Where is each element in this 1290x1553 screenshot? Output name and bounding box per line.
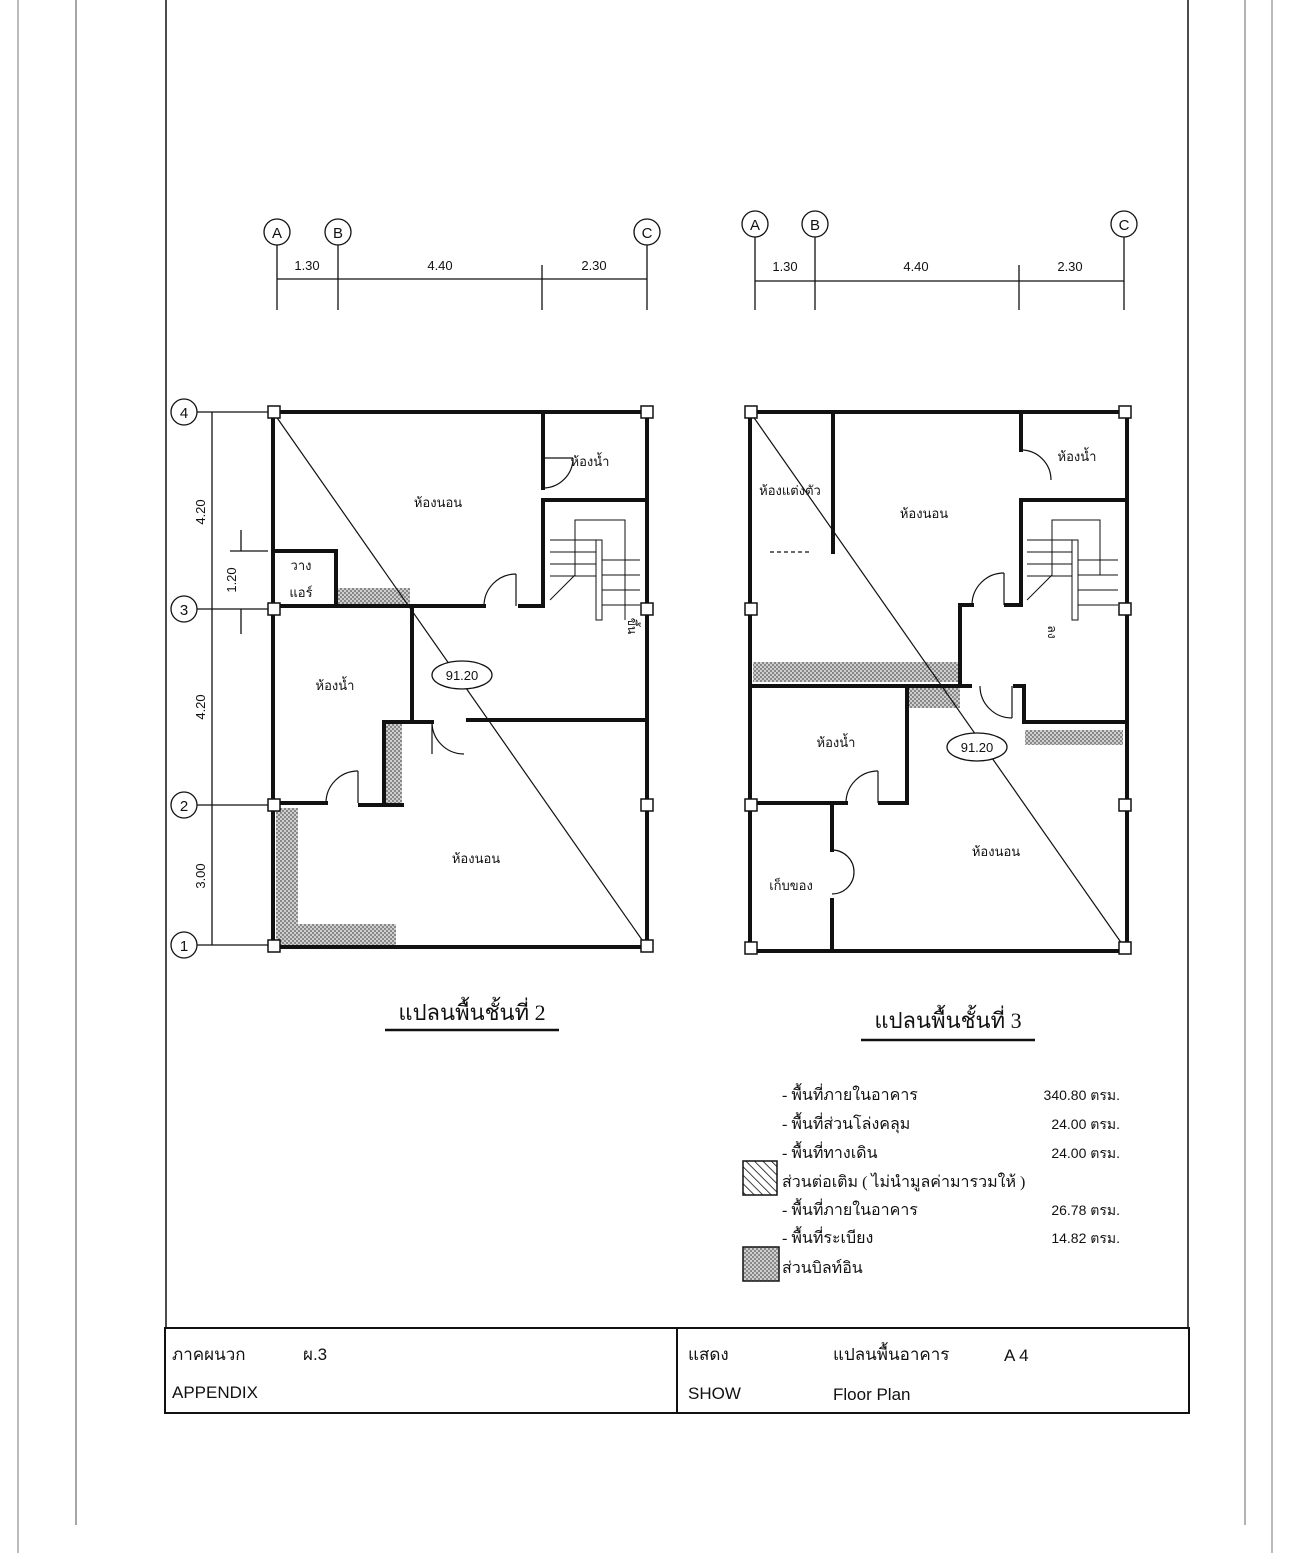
title-block	[165, 1328, 1189, 1413]
builtin-hatch	[276, 924, 396, 945]
grid-label-4: 4	[179, 405, 189, 422]
room-label-ac-1: วาง	[290, 558, 312, 573]
legend-label: - พื้นที่ระเบียง	[782, 1230, 874, 1247]
area-value-plan3: 91.20	[960, 740, 994, 755]
dim-row-2: 1.20	[224, 567, 239, 593]
stair-plan3	[1027, 520, 1118, 620]
legend-swatch-addition	[743, 1161, 777, 1195]
grid-label-a: A	[749, 217, 761, 234]
grid-label-c: C	[641, 225, 653, 242]
builtin-hatch	[384, 722, 402, 806]
builtin-hatch	[338, 588, 410, 604]
legend-builtin: ส่วนบิลท์อิน	[782, 1260, 863, 1277]
room-label-bath-top: ห้องน้ำ	[1057, 449, 1097, 464]
room-label-bedroom-bottom: ห้องนอน	[971, 844, 1021, 859]
area-legend	[743, 1083, 1120, 1281]
plan-title-3: แปลนพื้นชั้นที่ 3	[874, 1008, 1022, 1033]
room-label-bath-left: ห้องน้ำ	[315, 678, 355, 693]
dim-row-4: 3.00	[193, 863, 208, 889]
legend-label: - พื้นที่ทางเดิน	[782, 1145, 878, 1162]
grid-label-3: 3	[179, 602, 189, 619]
builtin-hatch	[276, 808, 298, 926]
room-label-bath-top: ห้องน้ำ	[570, 454, 610, 469]
room-label-dressing: ห้องแต่งตัว	[759, 483, 821, 498]
dim-col-3: 2.30	[581, 258, 607, 273]
grid-label-2: 2	[179, 798, 189, 815]
legend-value: 14.82 ตรม.	[1051, 1230, 1120, 1246]
builtin-hatch	[908, 686, 960, 708]
legend-label: - พื้นที่ภายในอาคาร	[782, 1202, 918, 1219]
grid-label-b: B	[809, 217, 821, 234]
room-label-bedroom-top: ห้องนอน	[899, 506, 949, 521]
desc-th: แปลนพื้นอาคาร	[833, 1345, 950, 1364]
legend-label: - พื้นที่ภายในอาคาร	[782, 1087, 918, 1104]
legend-value: 340.80 ตรม.	[1043, 1087, 1120, 1103]
stair-label-up: ขึ้น	[625, 617, 639, 635]
room-label-bath-mid: ห้องน้ำ	[816, 735, 856, 750]
grid-label-c: C	[1118, 217, 1130, 234]
room-label-storage: เก็บของ	[769, 878, 813, 893]
grid-label-b: B	[332, 225, 344, 242]
dim-row-3: 4.20	[193, 694, 208, 720]
room-label-bedroom-top: ห้องนอน	[413, 495, 463, 510]
floor-plan-3	[742, 211, 1137, 1040]
show-en: SHOW	[688, 1384, 741, 1403]
legend-value: 24.00 ตรม.	[1051, 1116, 1120, 1132]
show-th: แสดง	[688, 1345, 729, 1364]
dim-row-1: 4.20	[193, 499, 208, 525]
sheet-code: ผ.3	[303, 1345, 328, 1364]
stair-label-down: ลง	[1045, 625, 1059, 639]
builtin-hatch	[1025, 730, 1123, 745]
section-th: ภาคผนวก	[172, 1345, 246, 1364]
section-en: APPENDIX	[172, 1383, 258, 1402]
area-value-plan2: 91.20	[445, 668, 479, 683]
dim-col-1: 1.30	[294, 258, 320, 273]
sheet-number: A 4	[1004, 1346, 1029, 1365]
grid-rows	[171, 399, 268, 958]
room-label-bedroom-bottom: ห้องนอน	[451, 851, 501, 866]
legend-swatch-builtin	[743, 1247, 779, 1281]
stair-plan2	[550, 520, 640, 620]
grid-label-1: 1	[179, 938, 189, 955]
plan-title-2: แปลนพื้นชั้นที่ 2	[398, 1000, 546, 1025]
legend-value: 26.78 ตรม.	[1051, 1202, 1120, 1218]
legend-addition: ส่วนต่อเติม ( ไม่นำมูลค่ามารวมให้ )	[782, 1174, 1026, 1191]
floor-plan-2	[171, 219, 660, 1030]
room-label-ac-2: แอร์	[289, 585, 313, 600]
legend-value: 24.00 ตรม.	[1051, 1145, 1120, 1161]
grid-label-a: A	[271, 225, 283, 242]
dim-col-2: 4.40	[427, 258, 453, 273]
dim-col-3: 2.30	[1057, 259, 1083, 274]
desc-en: Floor Plan	[833, 1385, 911, 1404]
legend-label: - พื้นที่ส่วนโล่งคลุม	[782, 1116, 911, 1133]
dim-col-1: 1.30	[772, 259, 798, 274]
dim-col-2: 4.40	[903, 259, 929, 274]
